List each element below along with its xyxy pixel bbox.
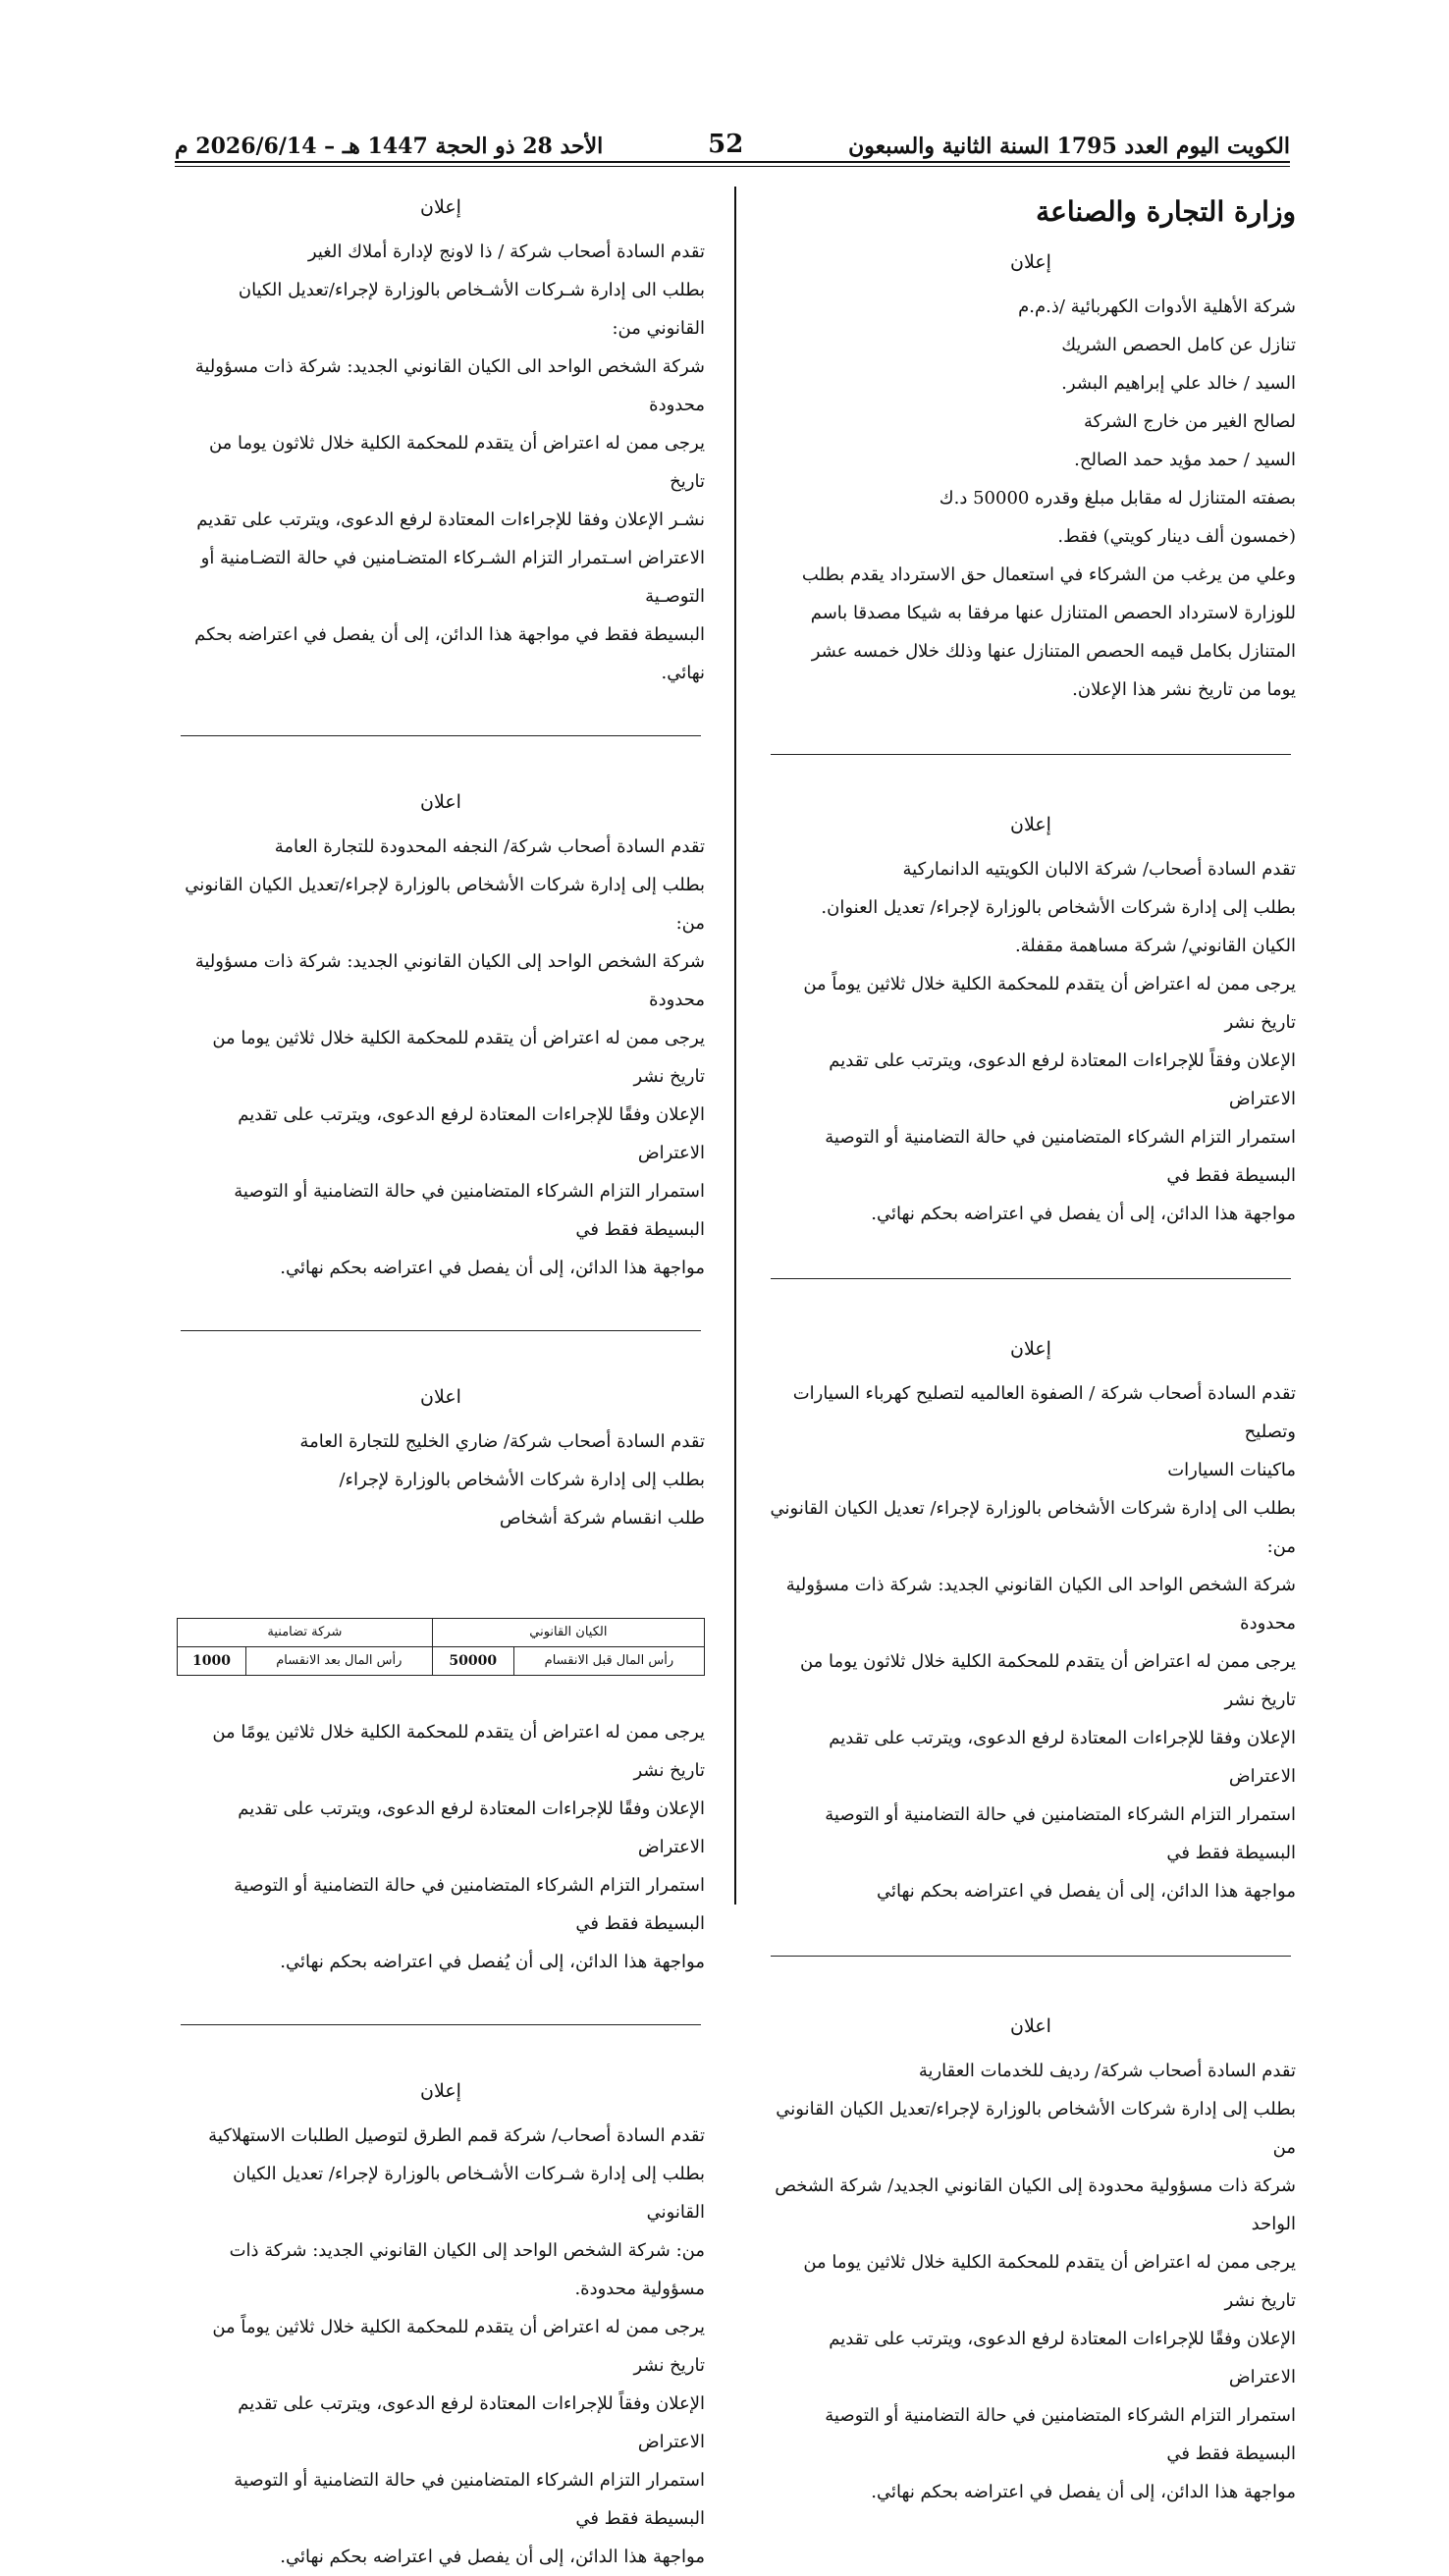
announcement-line: شركة الشخص الواحد الى الكيان القانوني الجديد: شركة ذات مسؤولية محدودة <box>194 356 705 415</box>
announcement-line: يرجى ممن له اعتراض أن يتقدم للمحكمة الكلية خلال ثلاثون يوما من تاريخ نشر <box>799 1651 1296 1710</box>
section-rule <box>771 754 1291 755</box>
section-rule <box>181 2024 701 2025</box>
announcement-line: الإعلان وفقاً للإجراءات المعتادة لرفع الدعوى، ويترتب على تقديم الاعتراض <box>238 2393 705 2452</box>
announcement <box>177 188 705 692</box>
section-rule <box>181 1330 701 1331</box>
announcement-line: تقدم السادة أصحاب شركة / ذا لاونج لإدارة أملاك الغير <box>307 242 705 262</box>
table-cell: 1000 <box>178 1647 246 1676</box>
announcement-title: إعلان <box>1010 814 1051 835</box>
announcement-title: إعلان <box>1010 251 1051 273</box>
announcement-line: للوزارة لاسترداد الحصص المتنازل عنها مرفقا به شيكا مصدقا باسم <box>810 603 1296 623</box>
announcement-line: مواجهة هذا الدائن، إلى أن يفصل في اعتراضه بحكم نهائي. <box>871 2482 1296 2502</box>
announcement-line: يرجى ممن له اعتراض أن يتقدم للمحكمة الكلية خلال ثلاثين يومًا من تاريخ نشر <box>212 1722 705 1781</box>
announcement-line: تقدم السادة أصحاب/ شركة قمم الطرق لتوصيل الطلبات الاستهلاكية <box>208 2125 705 2146</box>
table-cell: رأس المال قبل الانقسام <box>513 1647 704 1676</box>
announcement-line: شركة الشخص الواحد إلى الكيان القانوني الجديد: شركة ذات مسؤولية محدودة <box>194 951 705 1010</box>
announcement-line: بطلب الى إدارة شـركات الأشـخاص بالوزارة لإجراء/تعديل الكيان القانوني من: <box>238 280 705 339</box>
header-rule <box>175 161 1290 167</box>
announcement-line: تقدم السادة أصحاب شركة/ ضاري الخليج للتجارة العامة <box>299 1431 705 1452</box>
announcement-line: يرجى ممن له اعتراض أن يتقدم للمحكمة الكلية خلال ثلاثين يوماً من تاريخ نشر <box>212 2317 705 2376</box>
announcement-title: إعلان <box>420 2080 461 2102</box>
announcement-line: بطلب إلى إدارة شركات الأشخاص بالوزارة لإجراء/ تعديل العنوان. <box>821 897 1296 918</box>
announcement-line: تقدم السادة أصحاب شركة / الصفوة العالميه لتصليح كهرباء السيارات وتصليح <box>792 1383 1296 1442</box>
announcement-line: مواجهة هذا الدائن، إلى أن يفصل في اعتراضه بحكم نهائي. <box>280 2547 705 2567</box>
announcement-line: الإعلان وفقًا للإجراءات المعتادة لرفع الدعوى، ويترتب على تقديم الاعتراض <box>829 2329 1296 2388</box>
announcement <box>766 243 1296 709</box>
announcement-line: شركة الشخص الواحد الى الكيان القانوني الجديد: شركة ذات مسؤولية محدودة <box>785 1575 1296 1634</box>
announcement-line: بطلب إلى إدارة شركات الأشخاص بالوزارة لإجراء/ <box>339 1470 705 1490</box>
announcement <box>177 1378 705 1981</box>
announcement-line: مواجهة هذا الدائن، إلى أن يُفصل في اعتراضه بحكم نهائي. <box>280 1952 705 1972</box>
announcement-line: تقدم السادة أصحاب شركة/ رديف للخدمات العقارية <box>918 2061 1296 2081</box>
gazette-issue: الكويت اليوم العدد 1795 السنة الثانية والسبعون <box>848 134 1290 159</box>
announcement-line: استمرار التزام الشركاء المتضامنين في حالة التضامنية أو التوصية البسيطة فقط في <box>234 1181 705 1240</box>
announcement <box>766 2008 1296 2511</box>
column-divider <box>734 187 736 1905</box>
page-number: 52 <box>708 130 744 159</box>
right-column <box>766 185 1296 2511</box>
announcement-line: الإعلان وفقاً للإجراءات المعتادة لرفع الدعوى، ويترتب على تقديم الاعتراض <box>829 1050 1296 1109</box>
announcement-line: يرجى ممن له اعتراض أن يتقدم للمحكمة الكلية خلال ثلاثين يوماً من تاريخ نشر <box>803 974 1296 1033</box>
announcement-line: (خمسون ألف دينار كويتي) فقط. <box>1057 526 1296 547</box>
announcement-line: مواجهة هذا الدائن، إلى أن يفصل في اعتراضه بحكم نهائي <box>877 1881 1296 1902</box>
announcement-title: إعلان <box>1010 1338 1051 1360</box>
announcement-line: وعلي من يرغب من الشركاء في استعمال حق الاسترداد يقدم بطلب <box>801 564 1296 585</box>
issue-date: الأحد 28 ذو الحجة 1447 هـ – 2026/6/14 م <box>175 134 604 159</box>
announcement-line: يرجى ممن له اعتراض أن يتقدم للمحكمة الكلية خلال ثلاثين يوما من تاريخ نشر <box>212 1028 705 1087</box>
announcement-line: من: شركة الشخص الواحد إلى الكيان القانوني الجديد: شركة ذات مسؤولية محدودة. <box>229 2240 705 2299</box>
table-row <box>178 1619 705 1647</box>
announcement-line: بصفته المتنازل له مقابل مبلغ وقدره 50000 د.ك <box>939 488 1296 509</box>
announcement-line: مواجهة هذا الدائن، إلى أن يفصل في اعتراضه بحكم نهائي. <box>280 1258 705 1278</box>
announcement-line: بطلب إلى إدارة شـركات الأشـخاص بالوزارة لإجراء/ تعديل الكيان القانوني <box>233 2164 705 2223</box>
table-header: شركة تضامنية <box>178 1619 433 1647</box>
announcement-line: يرجى ممن له اعتراض أن يتقدم للمحكمة الكلية خلال ثلاثين يوما من تاريخ نشر <box>803 2252 1296 2311</box>
announcement-line: بطلب الى إدارة شركات الأشخاص بالوزارة لإجراء/ تعديل الكيان القانوني من: <box>770 1498 1296 1557</box>
announcement-line: تقدم السادة أصحاب/ شركة الالبان الكويتيه الدانماركية <box>902 859 1296 880</box>
page-header <box>175 118 1290 159</box>
announcement-title: اعلان <box>420 1386 461 1408</box>
announcement <box>766 1330 1296 1910</box>
announcement-line: يوما من تاريخ نشر هذا الإعلان. <box>1072 679 1296 700</box>
section-rule <box>771 1278 1291 1279</box>
capital-table <box>177 1618 705 1676</box>
table-row <box>178 1647 705 1676</box>
announcement-line: يرجى ممن له اعتراض أن يتقدم للمحكمة الكلية خلال ثلاثون يوما من تاريخ <box>208 433 705 492</box>
announcement-line: استمرار التزام الشركاء المتضامنين في حالة التضامنية أو التوصية البسيطة فقط في <box>234 2470 705 2529</box>
announcement-line: استمرار التزام الشركاء المتضامنين في حالة التضامنية أو التوصية البسيطة فقط في <box>825 1127 1296 1186</box>
ministry-title: وزارة التجارة والصناعة <box>1036 195 1296 228</box>
announcement-line: تقدم السادة أصحاب شركة/ النجفه المحدودة للتجارة العامة <box>274 836 705 857</box>
announcement-line: شركة الأهلية الأدوات الكهربائية /ذ.م.م <box>1018 296 1296 317</box>
section-rule <box>181 735 701 736</box>
announcement-line: السيد / خالد علي إبراهيم البشر. <box>1061 373 1296 394</box>
announcement-line: السيد / حمد مؤيد حمد الصالح. <box>1074 450 1296 470</box>
announcement-line: ماكينات السيارات <box>1167 1460 1296 1480</box>
section-rule <box>771 1956 1291 1957</box>
announcement-line: لصالح الغير من خارج الشركة <box>1083 411 1296 432</box>
announcement-line: بطلب إلى إدارة شركات الأشخاص بالوزارة لإجراء/تعديل الكيان القانوني من: <box>185 875 705 934</box>
announcement-line: استمرار التزام الشركاء المتضامنين في حالة التضامنية أو التوصية البسيطة فقط في <box>825 2405 1296 2464</box>
announcement-line: البسيطة فقط في مواجهة هذا الدائن، إلى أن يفصل في اعتراضه بحكم نهائي. <box>194 624 705 683</box>
announcement-title: إعلان <box>420 196 461 218</box>
announcement-line: نشـر الإعلان وفقا للإجراءات المعتادة لرفع الدعوى، ويترتب على تقديم <box>196 510 705 530</box>
announcement <box>177 783 705 1287</box>
announcement-line: تنازل عن كامل الحصص الشريك <box>1061 335 1296 355</box>
announcement <box>766 806 1296 1233</box>
announcement-line: شركة ذات مسؤولية محدودة إلى الكيان القانوني الجديد/ شركة الشخص الواحد <box>775 2175 1296 2234</box>
announcement-line: طلب انقسام شركة أشخاص <box>499 1508 705 1529</box>
announcement-title: اعلان <box>1010 2015 1051 2037</box>
announcement-line: بطلب إلى إدارة شركات الأشخاص بالوزارة لإجراء/تعديل الكيان القانوني من <box>776 2099 1296 2158</box>
announcement-line: الاعتراض اسـتمرار التزام الشـركاء المتضـامنين في حالة التضـامنية أو التوصـية <box>200 548 705 607</box>
announcement-line: استمرار التزام الشركاء المتضامنين في حالة التضامنية أو التوصية البسيطة فقط في <box>234 1875 705 1934</box>
announcement-line: الكيان القانوني/ شركة مساهمة مقفلة. <box>1014 936 1296 956</box>
table-header: الكيان القانوني <box>432 1619 704 1647</box>
left-column <box>177 185 705 2576</box>
announcement <box>177 2072 705 2576</box>
announcement-line: مواجهة هذا الدائن، إلى أن يفصل في اعتراضه بحكم نهائي. <box>871 1204 1296 1224</box>
announcement-title: اعلان <box>420 791 461 813</box>
announcement-line: المتنازل بكامل قيمه الحصص المتنازل عنها وذلك خلال خمسه عشر <box>811 641 1296 662</box>
table-cell: 50000 <box>432 1647 513 1676</box>
announcement-line: الإعلان وفقًا للإجراءات المعتادة لرفع الدعوى، ويترتب على تقديم الاعتراض <box>238 1798 705 1857</box>
announcement-line: الإعلان وفقا للإجراءات المعتادة لرفع الدعوى، ويترتب على تقديم الاعتراض <box>829 1728 1296 1787</box>
announcement-line: استمرار التزام الشركاء المتضامنين في حالة التضامنية أو التوصية البسيطة فقط في <box>825 1804 1296 1863</box>
announcement-line: الإعلان وفقًا للإجراءات المعتادة لرفع الدعوى، ويترتب على تقديم الاعتراض <box>238 1104 705 1163</box>
table-cell: رأس المال بعد الانقسام <box>245 1647 432 1676</box>
